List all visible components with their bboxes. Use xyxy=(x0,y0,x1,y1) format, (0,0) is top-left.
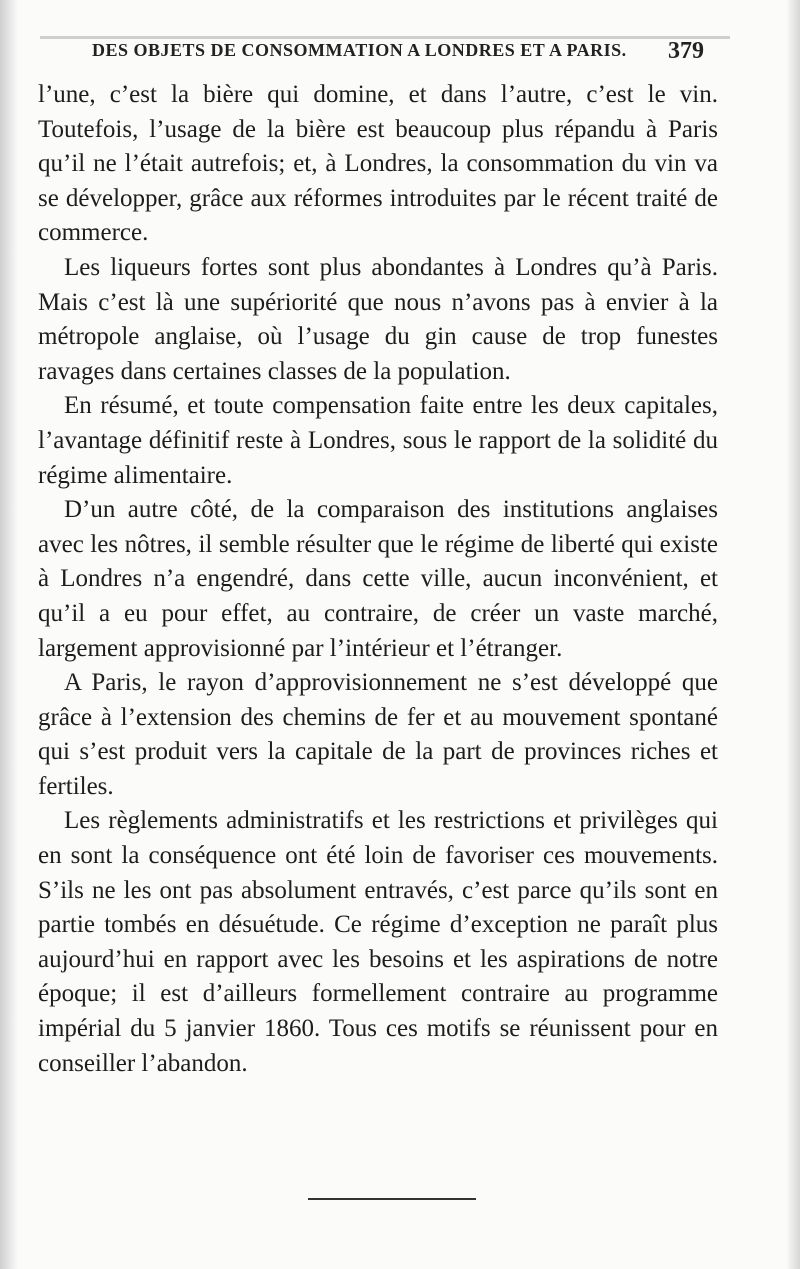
paragraph-resume: En résumé, et toute compensation faite entre les deux capitales, l’avantage définitif reste à Londres, sous le rapport de la solidité du régime alimentaire. xyxy=(38,392,718,489)
running-title: DES OBJETS DE CONSOMMATION A LONDRES ET A PARIS. xyxy=(92,40,627,60)
paragraph-institutions: D’un autre côté, de la comparaison des institutions anglaises avec les nôtres, il semble résulter que le régime de liberté qui existe à Londres n’a engendré, dans cette ville, aucun inconvénient, et qu’il a eu pour effet, au contraire, de créer un vaste marché, largement approvisionné par l’intérieur et l’étranger. xyxy=(38,496,718,662)
paragraph-reglements: Les règlements administratifs et les restrictions et privilèges qui en sont la conséquence ont été loin de favoriser ces mouvements. S’ils ne les ont pas absolument entravés, c’est parce qu’ils sont en partie tombés en désuétude. Ce régime d’exception ne paraît plus aujourd’hui en rapport avec les besoins et les aspirations de notre époque; il est d’ailleurs formellement contraire au programme impérial du 5 janvier 1860. Tous ces motifs se réunissent pour en conseiller l’abandon. xyxy=(38,807,718,1077)
paragraph-liqueurs: Les liqueurs fortes sont plus abondantes à Londres qu’à Paris. Mais c’est là une supériorité que nous n’avons pas à envier à la métropole anglaise, où l’usage du gin cause de trop funestes ravages dans certaines classes de la population. xyxy=(38,253,718,385)
paragraph-continuation: l’une, c’est la bière qui domine, et dans l’autre, c’est le vin. Toutefois, l’usage de la bière est beaucoup plus répandu à Paris qu’il ne l’était autrefois; et, à Londres, la consommation du vin va se développer, grâce aux réformes introduites par le récent traité de commerce. xyxy=(38,81,718,247)
body-text xyxy=(38,78,718,1081)
paragraph-paris: A Paris, le rayon d’approvisionnement ne s’est développé que grâce à l’extension des chemins de fer et au mouvement spontané qui s’est produit vers la capitale de la part de provinces riches et fertiles. xyxy=(38,669,718,800)
page-number: 379 xyxy=(668,38,704,64)
header-rule xyxy=(40,36,730,39)
footnote-rule xyxy=(308,1198,476,1200)
